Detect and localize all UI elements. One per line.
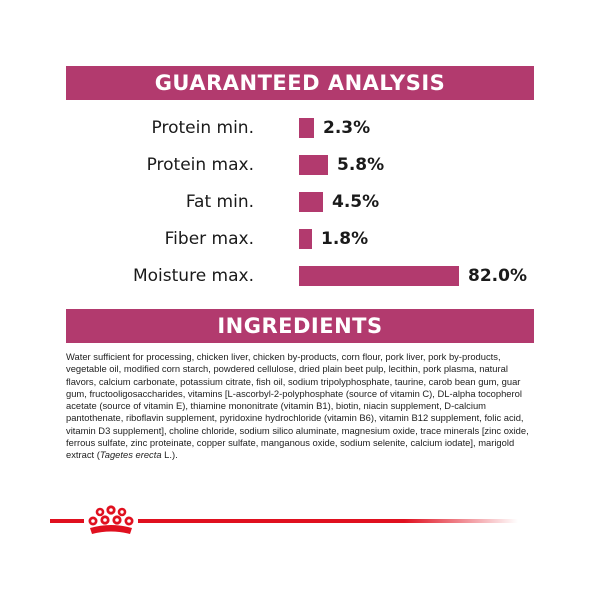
footer-red-line-left — [50, 519, 84, 523]
analysis-label: Fiber max. — [164, 229, 254, 249]
analysis-bar — [299, 155, 328, 175]
ingredients-text-latin: Tagetes erecta — [99, 449, 162, 461]
guaranteed-analysis-heading: GUARANTEED ANALYSIS — [66, 66, 534, 100]
ingredients-text-main: Water sufficient for processing, chicken liver, chicken by-products, corn flour, pork liver, pork by-products, vegetable oil, modified corn starch, powdered cellulose, dried plain beet pulp, lecithin, pork plasma, natural flavors, calcium carbonate, potassium citrate, fish oil, sodium tripolyphosphate, taurine, carob bean gum, guar gum, fructooligosaccharides, vitamins [L-ascorbyl-2-polyphosphate (source of vitamin C), DL-alpha tocopherol acetate (source of vitamin E), thiamine mononitrate (vitamin B1), biotin, niacin supplement, D-calcium pantothenate, riboflavin supplement, pyridoxine hydrochloride (vitamin B6), vitamin B12 supplement, folic acid, vitamin D3 supplement], choline chloride, sodium silico aluminate, magnesium oxide, trace minerals [zinc oxide, ferrous sulfate, zinc proteinate, copper sulfate, manganous oxide, sodium selenite, calcium iodate], marigold extract ( — [66, 351, 529, 461]
analysis-value: 2.3% — [323, 118, 371, 138]
ingredients-heading: INGREDIENTS — [66, 309, 534, 343]
analysis-value: 5.8% — [337, 155, 385, 175]
footer-red-line-right — [138, 519, 518, 523]
analysis-value: 1.8% — [321, 229, 369, 249]
royal-canin-crown-icon — [86, 505, 136, 537]
ingredients-list — [66, 351, 536, 462]
analysis-row — [66, 190, 566, 214]
analysis-row — [66, 153, 566, 177]
analysis-bar — [299, 266, 459, 286]
analysis-label: Protein min. — [151, 118, 254, 138]
analysis-row — [66, 116, 566, 140]
analysis-row — [66, 227, 566, 251]
analysis-bar — [299, 229, 312, 249]
analysis-row — [66, 264, 566, 288]
analysis-label: Fat min. — [185, 192, 254, 212]
analysis-value: 82.0% — [468, 266, 527, 286]
ingredients-text-end: L.). — [161, 449, 178, 461]
analysis-bar — [299, 118, 314, 138]
analysis-label: Moisture max. — [132, 266, 254, 286]
analysis-bar — [299, 192, 323, 212]
analysis-value: 4.5% — [332, 192, 380, 212]
analysis-label: Protein max. — [146, 155, 254, 175]
